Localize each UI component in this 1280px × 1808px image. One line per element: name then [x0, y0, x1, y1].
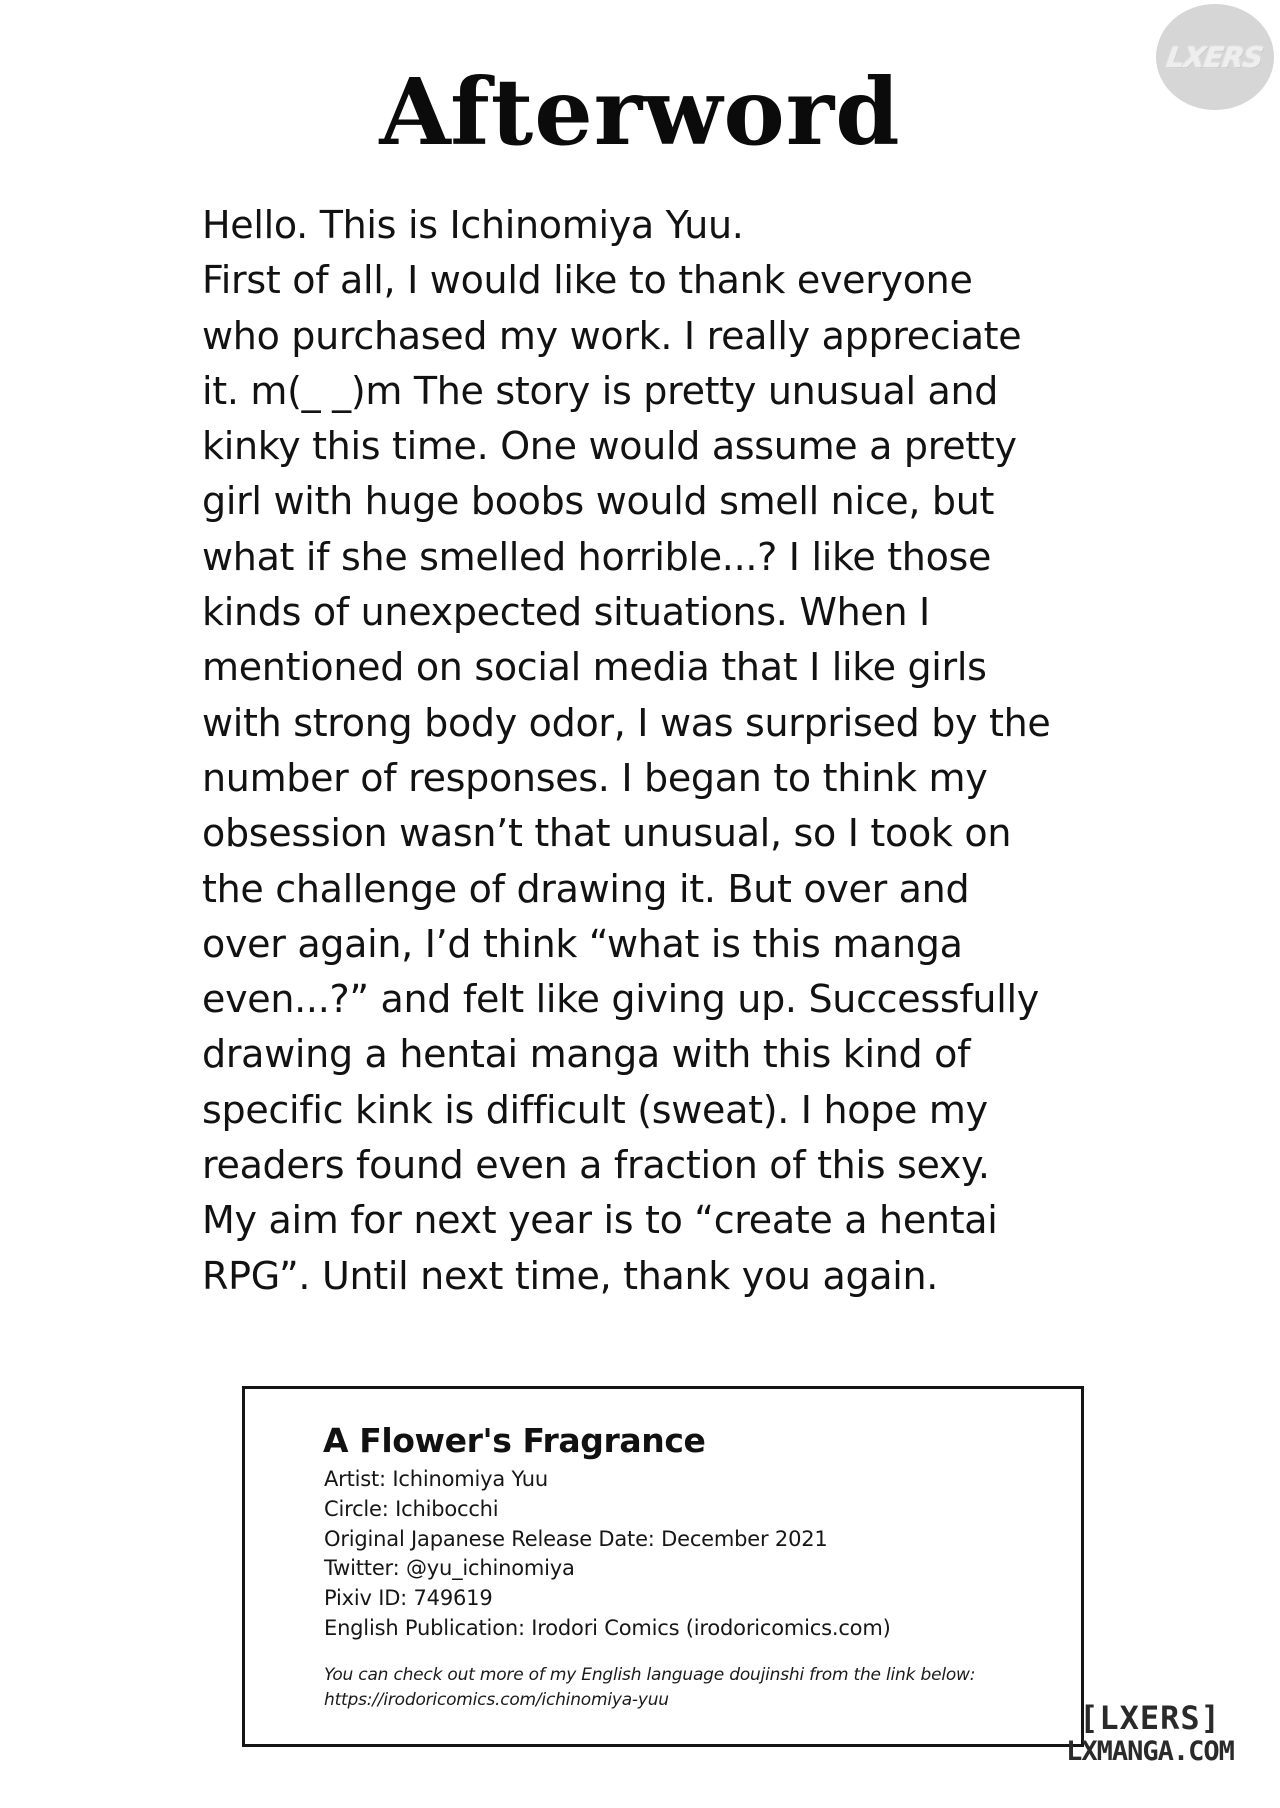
body-line: readers found even a fraction of this sexy.	[202, 1143, 990, 1188]
note-text: You can check out more of my English language doujinshi from the link below:	[324, 1665, 976, 1685]
body-line: the challenge of drawing it. But over and	[202, 866, 970, 911]
body-line: kinds of unexpected situations. When I	[202, 590, 930, 635]
lxers-logo-icon: LXERS	[1165, 40, 1265, 74]
body-line: it. m(_ _)m The story is pretty unusual and	[202, 368, 999, 413]
body-line: Hello. This is Ichinomiya Yuu.	[202, 203, 744, 247]
credit-pixiv: Pixiv ID: 749619	[324, 1586, 493, 1611]
body-line: mentioned on social media that I like girls	[202, 645, 987, 690]
body-line: what if she smelled horrible...? I like those	[202, 534, 992, 579]
watermark-bracket-text: [LXERS]	[1079, 1699, 1221, 1737]
credit-circle: Circle: Ichibocchi	[324, 1496, 499, 1521]
credits-box	[242, 1386, 1084, 1747]
credit-release-date: Original Japanese Release Date: December 2021	[324, 1526, 828, 1551]
afterword-body	[202, 198, 1102, 1304]
body-line: with strong body odor, I was surprised by the	[202, 700, 1051, 745]
body-line: over again, I’d think “what is this manga	[202, 921, 963, 966]
credit-publisher: English Publication: Irodori Comics (irodoricomics.com)	[324, 1615, 891, 1640]
page-title: Afterword	[379, 58, 901, 166]
body-line: obsession wasn’t that unusual, so I took on	[202, 811, 1012, 856]
work-title: A Flower's Fragrance	[323, 1421, 706, 1460]
body-line: RPG”. Until next time, thank you again.	[202, 1253, 939, 1298]
body-line: My aim for next year is to “create a hentai	[202, 1198, 998, 1243]
credit-artist: Artist: Ichinomiya Yuu	[324, 1467, 548, 1491]
note-link[interactable]: https://irodoricomics.com/ichinomiya-yuu	[324, 1690, 669, 1710]
body-line: specific kink is difficult (sweat). I hope my	[202, 1087, 988, 1132]
watermark-site-text: LXMANGA.COM	[1066, 1736, 1234, 1767]
body-line: girl with huge boobs would smell nice, but	[202, 479, 995, 524]
credits-list	[324, 1465, 891, 1644]
lxmanga-watermark	[1050, 1700, 1250, 1768]
body-line: even...?” and felt like giving up. Successfully	[202, 977, 1039, 1022]
body-line: who purchased my work. I really appreciate	[202, 313, 1022, 358]
credit-twitter: Twitter: @yu_ichinomiya	[324, 1556, 575, 1581]
body-line: kinky this time. One would assume a pretty	[202, 424, 1017, 469]
body-line: First of all, I would like to thank everyone	[202, 258, 973, 303]
credits-note	[324, 1663, 975, 1713]
body-line: drawing a hentai manga with this kind of	[202, 1032, 971, 1077]
body-line: number of responses. I began to think my	[202, 755, 988, 800]
